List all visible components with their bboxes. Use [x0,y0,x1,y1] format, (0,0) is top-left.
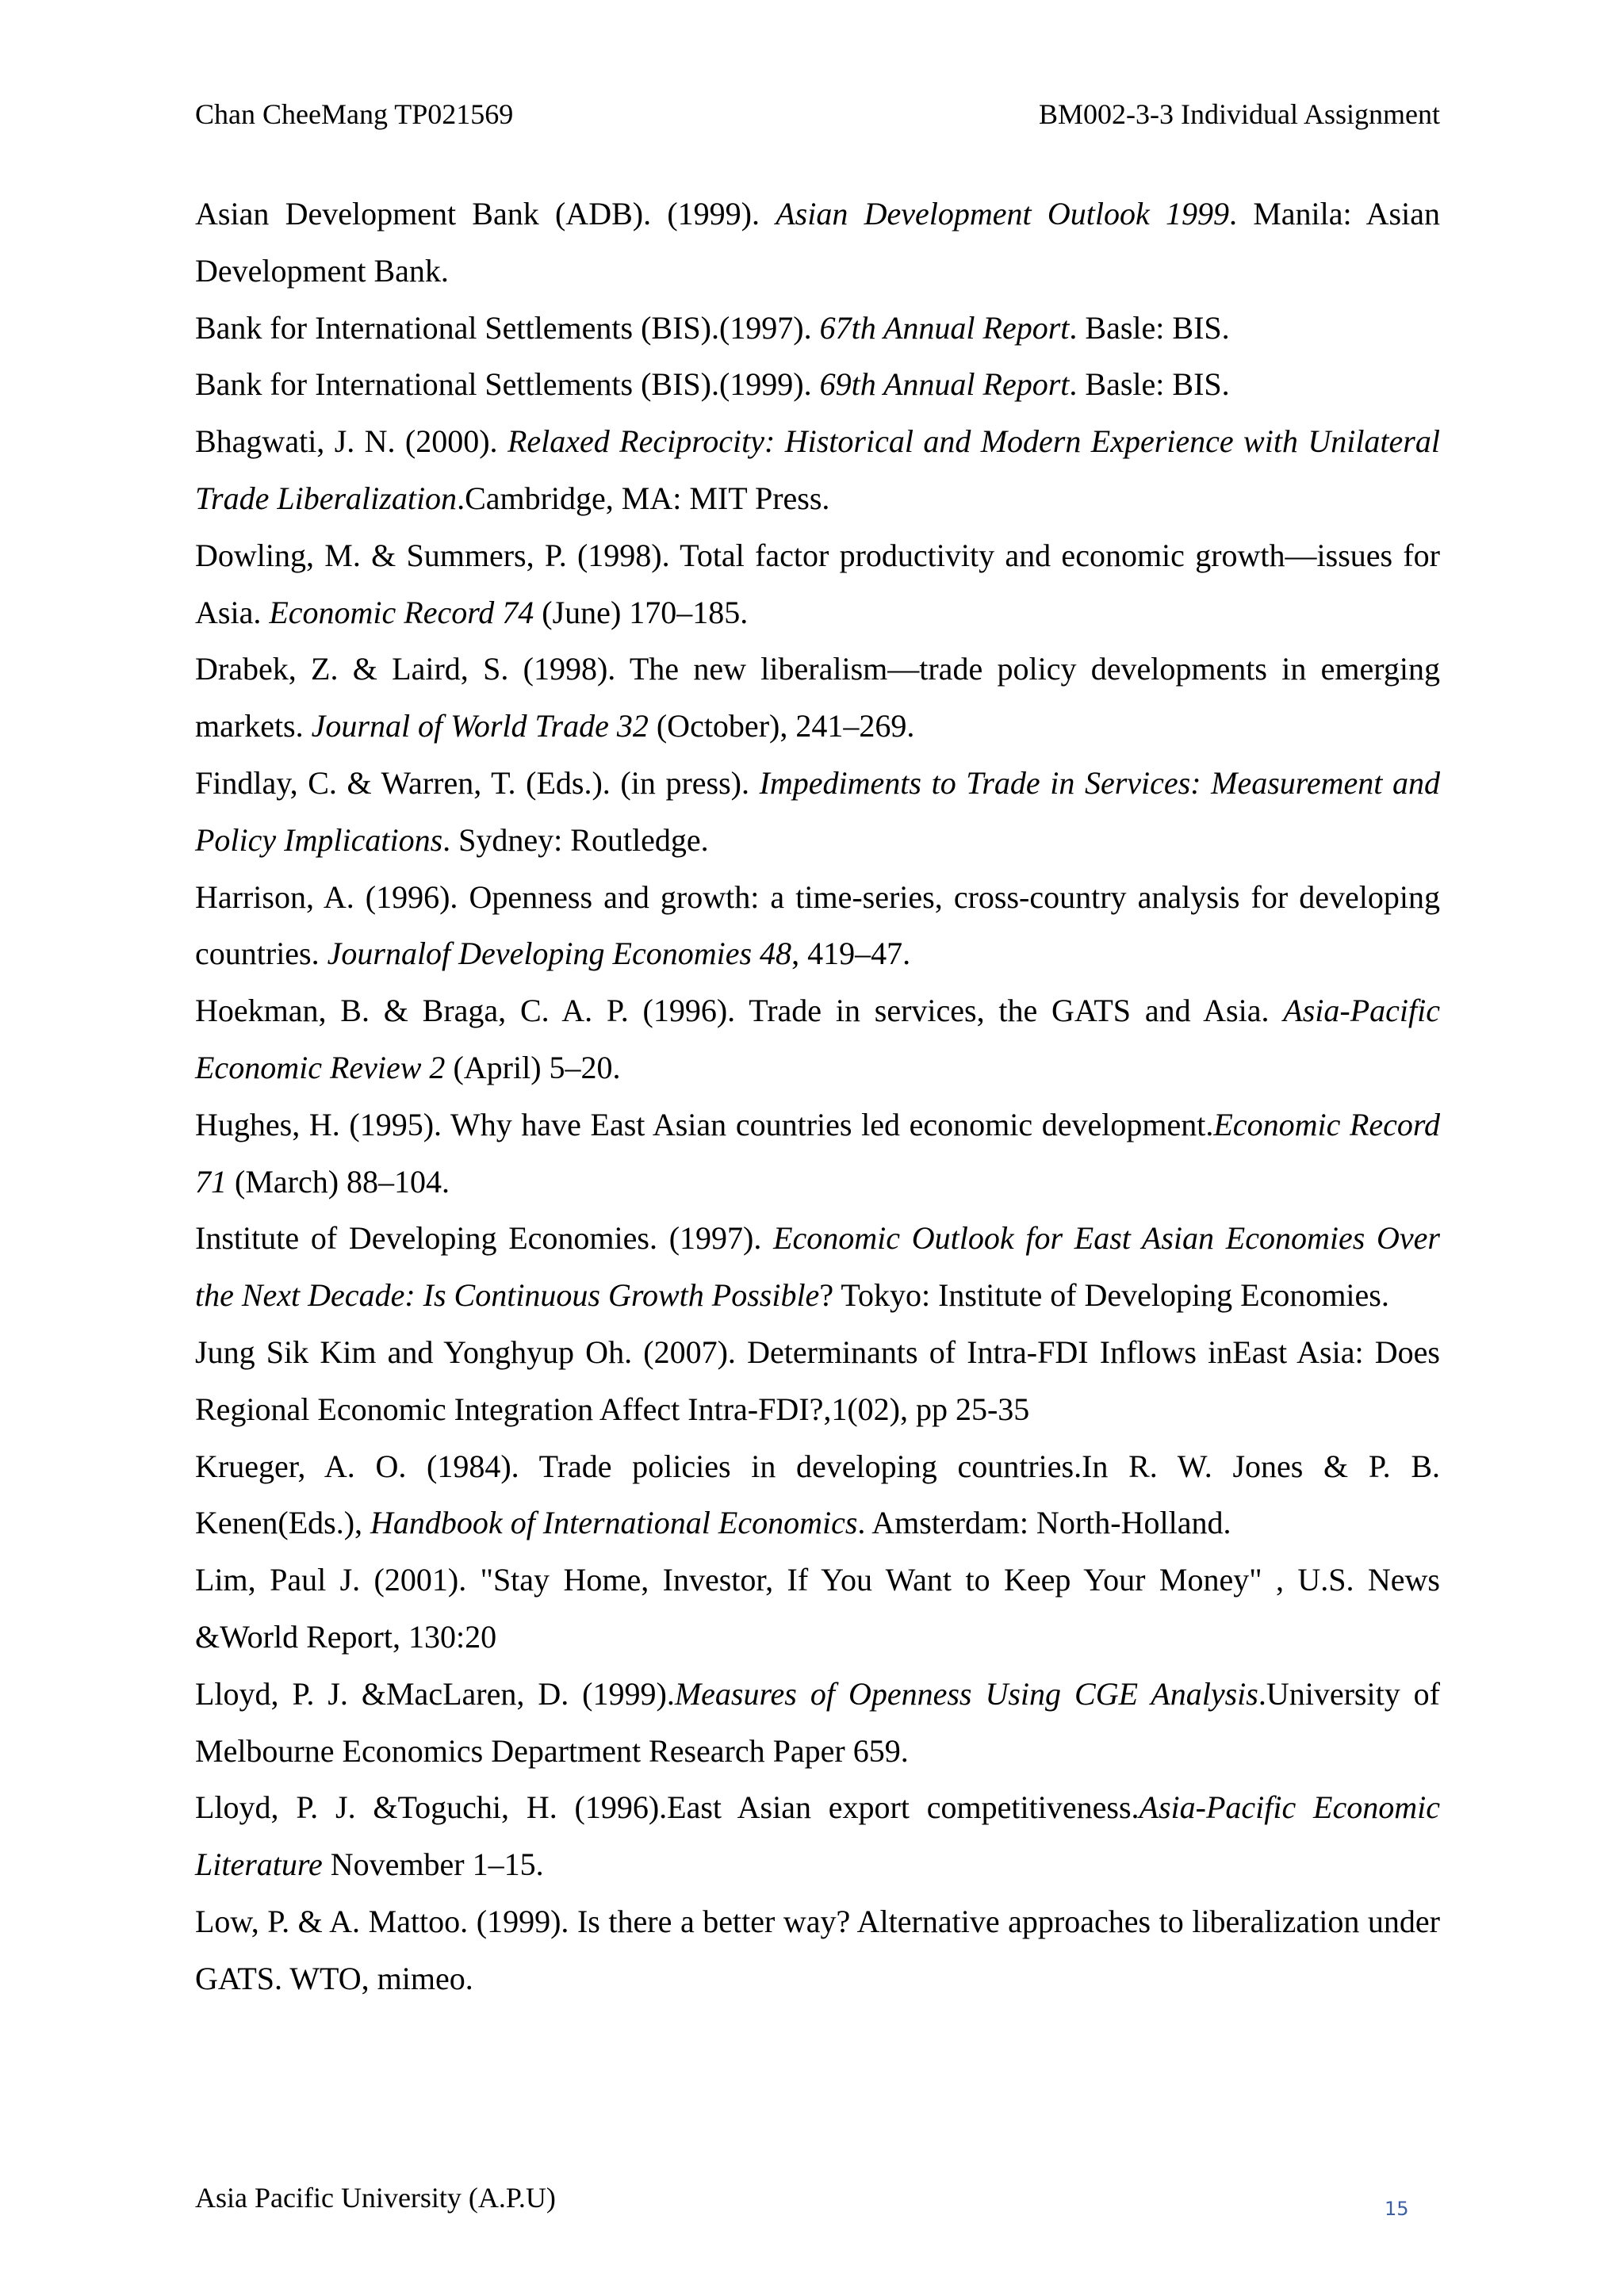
reference-entry: Hoekman, B. & Braga, C. A. P. (1996). Trade in services, the GATS and Asia. Asia-Pacific Economic Review 2 (April) 5–20. [195,993,1440,1085]
page-number: 15 [1385,2198,1409,2220]
reference-entry: Findlay, C. & Warren, T. (Eds.). (in press). Impediments to Trade in Services: Measurement and Policy Implications. Sydney: Routledge. [195,764,1440,858]
reference-entry: Bank for International Settlements (BIS).(1997). 67th Annual Report. Basle: BIS. [195,309,1230,346]
reference-entry: Krueger, A. O. (1984). Trade policies in developing countries.In R. W. Jones & P. B. Kenen(Eds.), Handbook of International Economics. Amsterdam: North-Holland. [195,1448,1440,1541]
footer-institution: Asia Pacific University (A.P.U) [195,2182,556,2214]
reference-entry: Lloyd, P. J. &Toguchi, H. (1996).East Asian export competitiveness.Asia-Pacific Economic Literature November 1–15. [195,1789,1440,1883]
header-author: Chan CheeMang TP021569 [195,98,514,130]
reference-entry: Bank for International Settlements (BIS).(1999). 69th Annual Report. Basle: BIS. [195,366,1230,403]
reference-entry: Dowling, M. & Summers, P. (1998). Total factor productivity and economic growth—issues for Asia. Economic Record 74 (June) 170–185. [195,537,1440,630]
reference-entry: Institute of Developing Economies. (1997). Economic Outlook for East Asian Economies Over the Next Decade: Is Continuous Growth Possible? Tokyo: Institute of Developing Economies. [195,1220,1440,1314]
reference-entry: Hughes, H. (1995). Why have East Asian countries led economic development.Economic Record 71 (March) 88–104. [195,1106,1440,1200]
page-header [195,94,1440,135]
reference-entry: Low, P. & A. Mattoo. (1999). Is there a better way? Alternative approaches to liberalization under GATS. WTO, mimeo. [195,1903,1440,1996]
reference-entry: Harrison, A. (1996). Openness and growth: a time-series, cross-country analysis for developing countries. Journalof Developing Economies 48, 419–47. [195,878,1440,972]
reference-entry: Lloyd, P. J. &MacLaren, D. (1999).Measures of Openness Using CGE Analysis.University of Melbourne Economics Department Research Paper 659. [195,1675,1440,1769]
reference-entry: Jung Sik Kim and Yonghyup Oh. (2007). Determinants of Intra-FDI Inflows inEast Asia: Does Regional Economic Integration Affect Intra-FDI?,1(02), pp 25-35 [195,1334,1440,1427]
reference-list [195,186,1440,2007]
reference-entry: Bhagwati, J. N. (2000). Relaxed Reciprocity: Historical and Modern Experience with Unilateral Trade Liberalization.Cambridge, MA: MIT Press. [195,423,1440,516]
header-course: BM002-3-3 Individual Assignment [1039,98,1440,130]
reference-entry: Lim, Paul J. (2001). "Stay Home, Investor, If You Want to Keep Your Money" , U.S. News &World Report, 130:20 [195,1562,1440,1655]
reference-entry: Asian Development Bank (ADB). (1999). Asian Development Outlook 1999. Manila: Asian Development Bank. [195,196,1440,289]
reference-entry: Drabek, Z. & Laird, S. (1998). The new liberalism—trade policy developments in emerging markets. Journal of World Trade 32 (October), 241–269. [195,651,1440,744]
